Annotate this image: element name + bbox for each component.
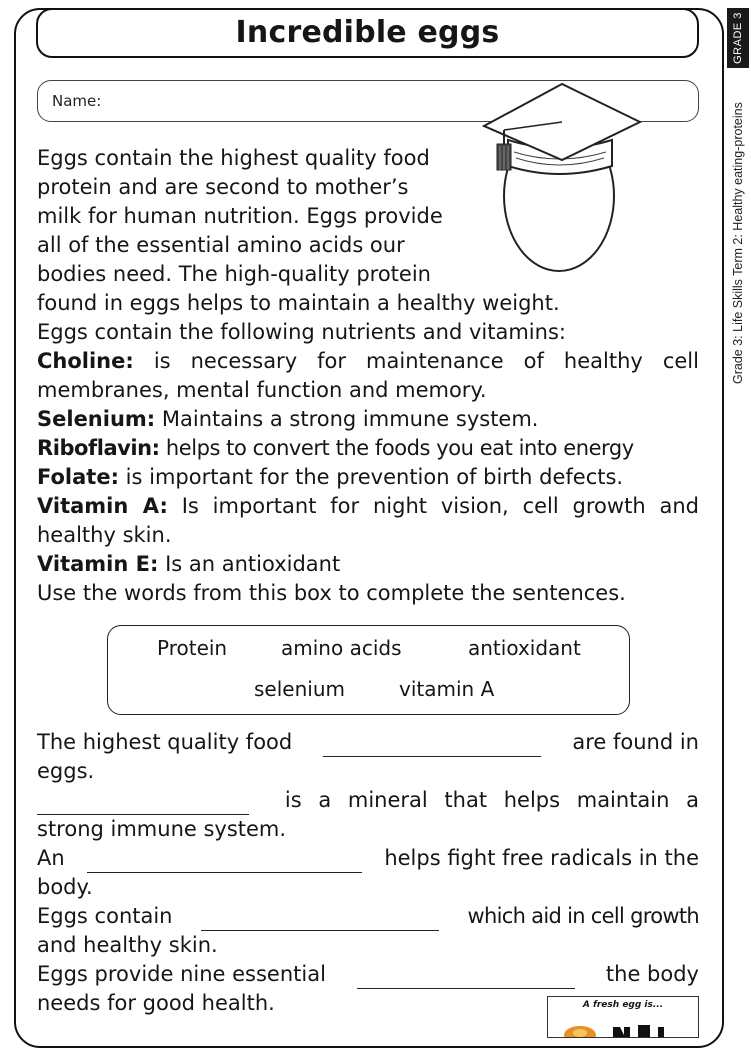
answer-blank[interactable] (37, 792, 249, 815)
nutrient-text: Is an antioxidant (165, 552, 341, 576)
intro-line: protein and are second to mother’s (37, 175, 409, 199)
nutrient-text: Maintains a strong immune system. (161, 407, 539, 431)
title-banner (36, 8, 699, 58)
egg-logo-icon (558, 1013, 688, 1038)
instruction-text: Use the words from this box to complete the sentences. (37, 581, 626, 605)
sentence-text: Eggs contain (37, 904, 173, 928)
sentence-text: An (37, 846, 65, 870)
nutrient-vitamin-a (37, 492, 699, 521)
word-bank-item: vitamin A (399, 677, 495, 701)
nutrient-term: Riboflavin: (37, 436, 160, 460)
nutrient-riboflavin (37, 434, 699, 463)
sentence-text: are found in (572, 730, 699, 754)
nutrient-term: Choline: (37, 349, 134, 373)
article-body (37, 144, 699, 608)
word-bank-item: amino acids (281, 636, 402, 660)
nutrient-choline (37, 347, 699, 376)
name-label: Name: (52, 92, 102, 110)
curriculum-label: Grade 3: Life Skills Term 2: Healthy eating-proteins (731, 102, 745, 384)
intro-line: Eggs contain the highest quality food (37, 146, 430, 170)
word-bank (107, 625, 630, 715)
sentence-4-cont: and healthy skin. (37, 933, 218, 957)
word-bank-item: selenium (254, 677, 345, 701)
nutrient-text: helps to convert the foods you eat into energy (165, 436, 634, 460)
nutrient-text: Is important for night vision, cell growth and (181, 494, 699, 518)
sentence-2 (37, 786, 699, 815)
sentence-5 (37, 960, 699, 989)
intro-line: all of the essential amino acids our (37, 233, 405, 257)
stamp-text: A fresh egg is... (582, 1000, 664, 1010)
fill-in-exercise (37, 728, 699, 1018)
sentence-4 (37, 902, 699, 931)
sentence-text: is a mineral that helps maintain a (284, 788, 699, 812)
answer-blank[interactable] (323, 734, 541, 757)
sentence-1-cont: eggs. (37, 759, 95, 783)
answer-blank[interactable] (357, 966, 575, 989)
word-bank-item: Protein (157, 636, 228, 660)
nutrient-vitamin-a-cont: healthy skin. (37, 523, 172, 547)
sentence-5-cont: needs for good health. (37, 991, 275, 1015)
nutrient-term: Vitamin A: (37, 494, 168, 518)
nutrient-text: is important for the prevention of birth defects. (125, 465, 624, 489)
nutrient-term: Vitamin E: (37, 552, 159, 576)
grade-badge-text: GRADE 3 (732, 12, 745, 64)
answer-blank[interactable] (201, 908, 439, 931)
nutrient-text: is necessary for maintenance of healthy cell (153, 349, 699, 373)
intro-line: found in eggs helps to maintain a healthy weight. (37, 291, 560, 315)
sentence-text: helps fight free radicals in the (384, 846, 699, 870)
intro-line: bodies need. The high-quality protein (37, 262, 431, 286)
nutrient-selenium (37, 405, 699, 434)
sentence-1 (37, 728, 699, 757)
sentence-3-cont: body. (37, 875, 93, 899)
side-label (727, 8, 751, 428)
page-title: Incredible eggs (235, 15, 500, 50)
answer-blank[interactable] (87, 850, 362, 873)
sentence-text: which aid in cell growth (467, 904, 699, 928)
intro-line: Eggs contain the following nutrients and vitamins: (37, 320, 566, 344)
word-bank-item: antioxidant (468, 636, 581, 660)
sentence-3 (37, 844, 699, 873)
sentence-text: the body (605, 962, 699, 986)
nutrient-term: Selenium: (37, 407, 156, 431)
nutrient-term: Folate: (37, 465, 119, 489)
nutrient-choline-cont: membranes, mental function and memory. (37, 378, 487, 402)
sentence-text: Eggs provide nine essential (37, 962, 326, 986)
sentence-2-cont: strong immune system. (37, 817, 287, 841)
nutrient-folate (37, 463, 699, 492)
fresh-egg-stamp (547, 996, 699, 1038)
nutrient-vitamin-e (37, 550, 699, 579)
sentence-text: The highest quality food (37, 730, 293, 754)
intro-line: milk for human nutrition. Eggs provide (37, 204, 443, 228)
